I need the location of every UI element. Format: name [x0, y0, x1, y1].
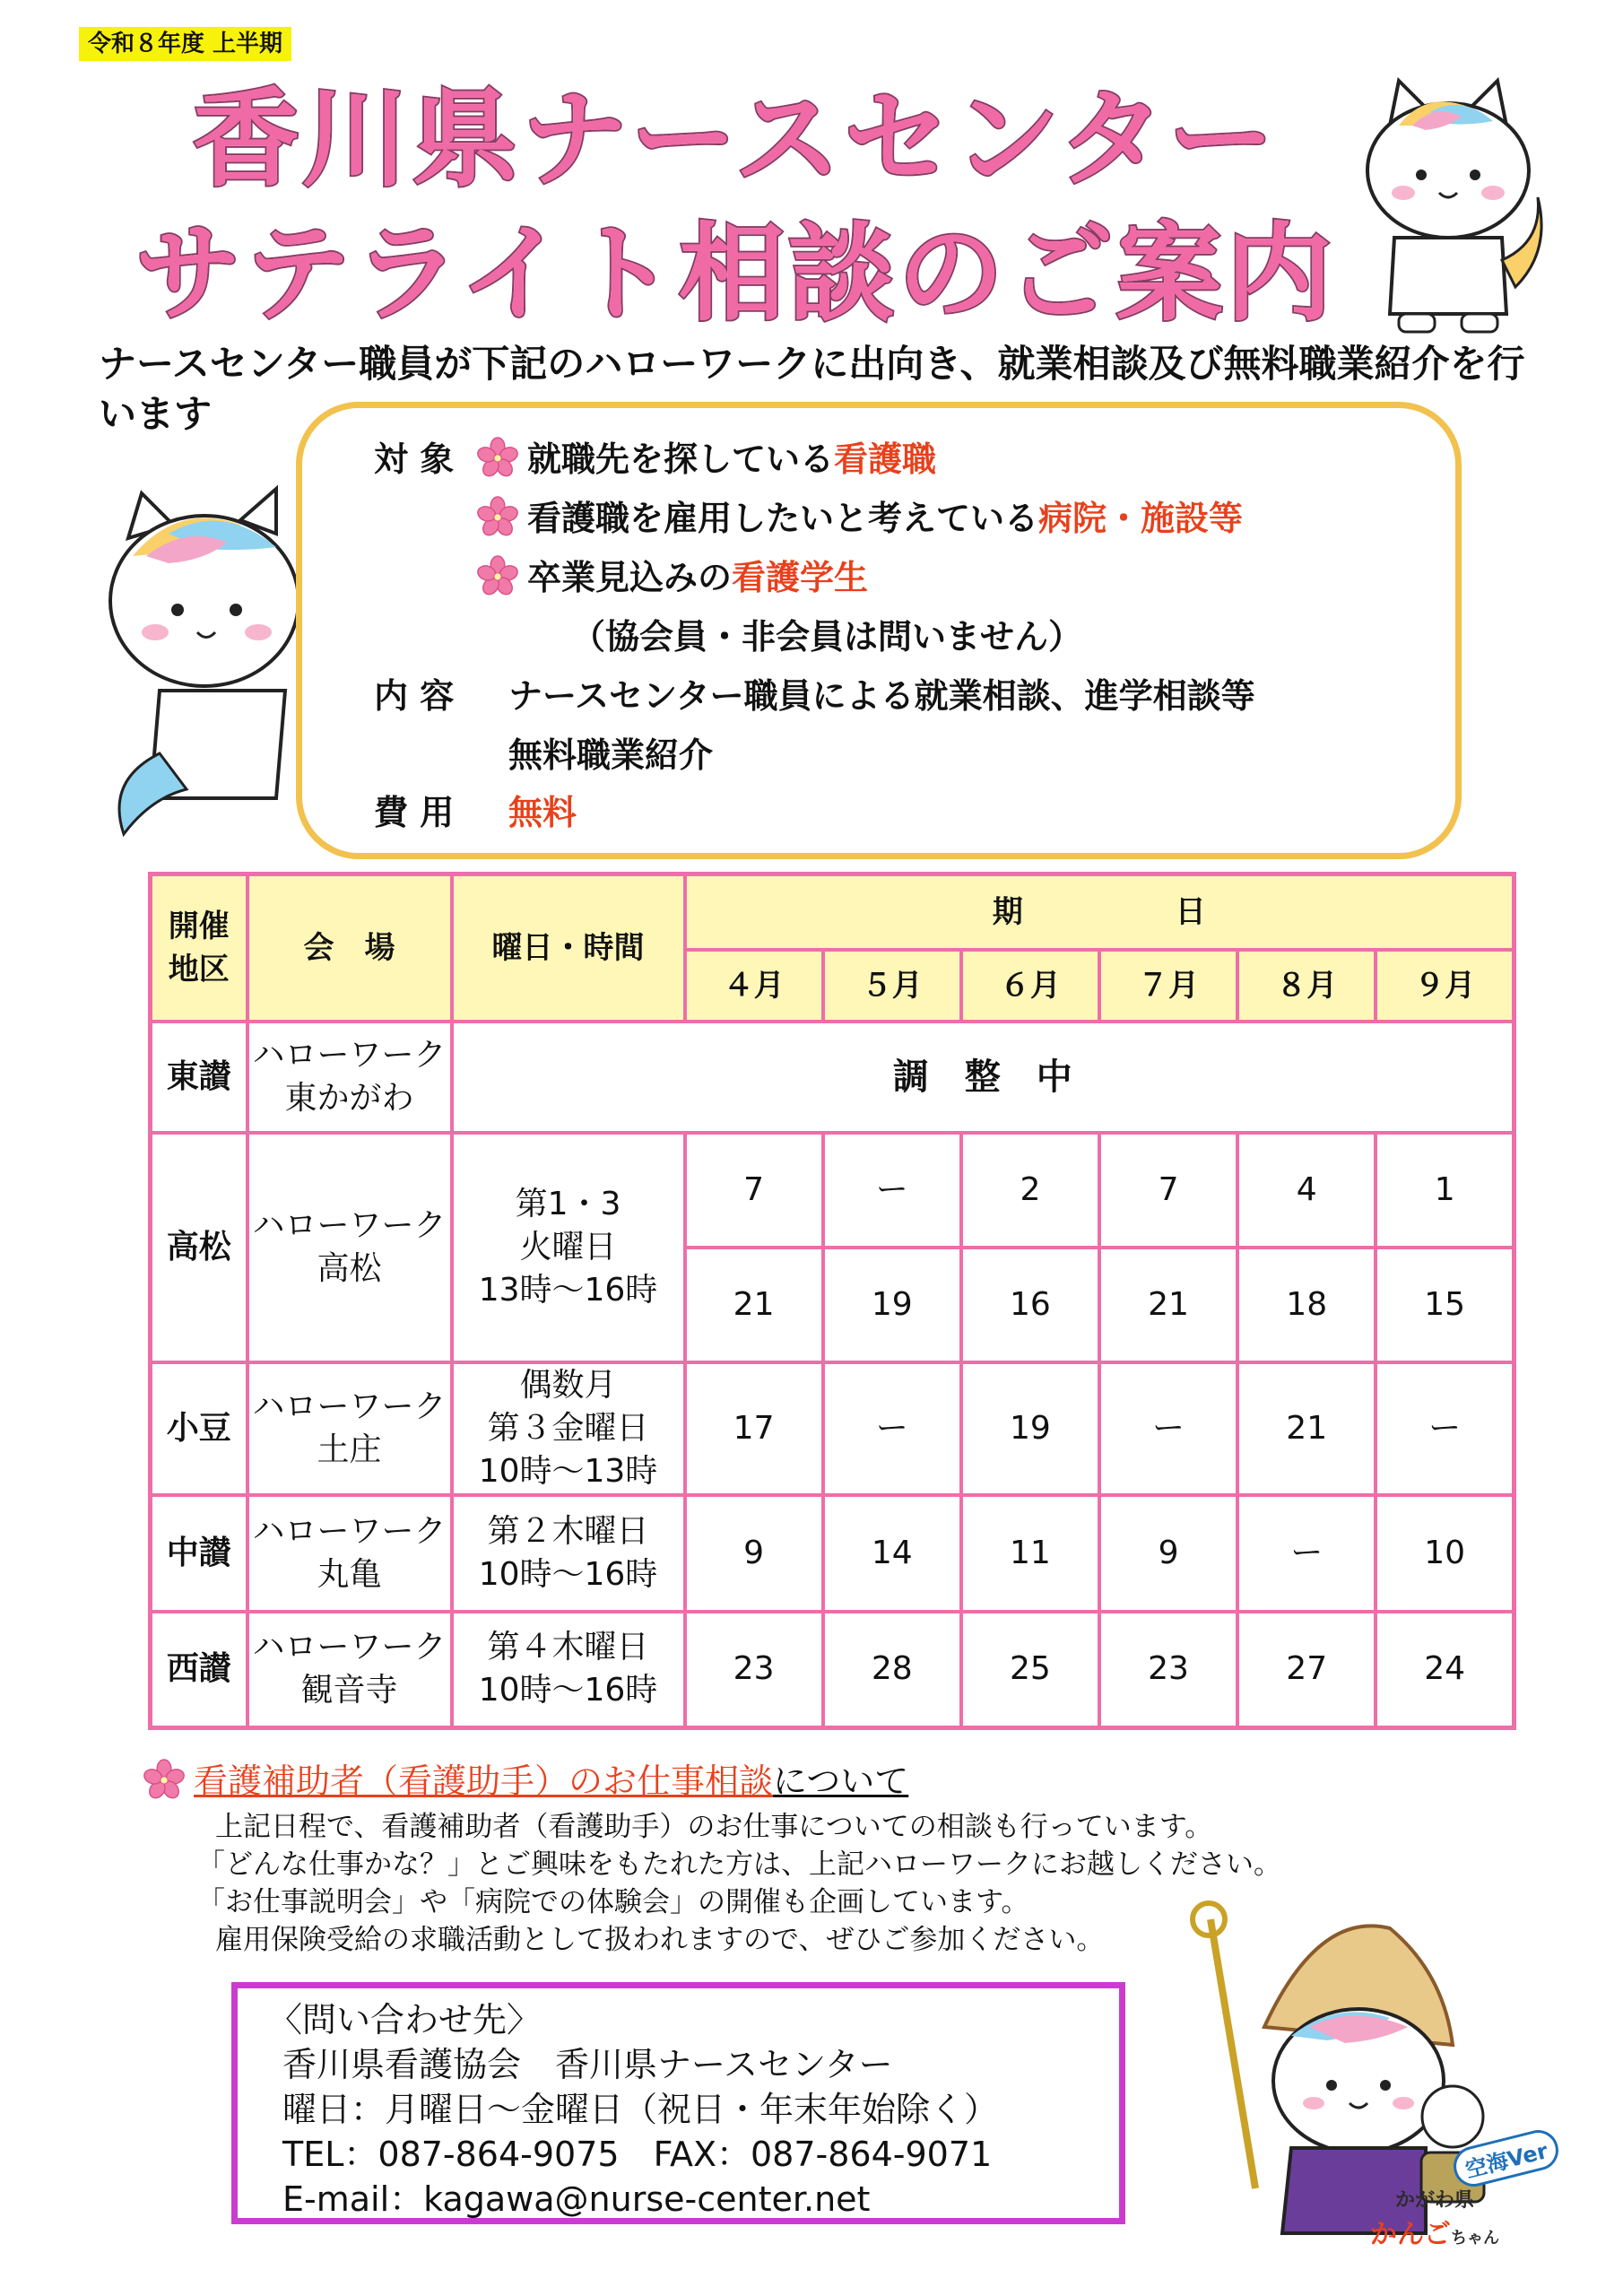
mascot-pref: かがわ県 [1395, 2189, 1475, 2212]
mascot-nurse-icon [1345, 72, 1551, 341]
venue-cell: ハローワーク 土庄 [247, 1362, 452, 1495]
venue-cell: ハローワーク 観音寺 [247, 1612, 452, 1728]
date-cell: 21 [1237, 1362, 1376, 1495]
period-badge: 令和８年度 上半期 [79, 27, 291, 61]
date-cell: 4 [1237, 1133, 1376, 1248]
content-label: 内 容 [374, 676, 455, 716]
assistant-line-1: 上記日程で、看護補助者（看護助手）のお仕事についての相談も行っています。 [215, 1811, 1213, 1843]
assistant-line-2: 「どんな仕事かな？」とご興味をもたれた方は、上記ハローワークにお越しください。 [197, 1848, 1281, 1881]
date-cell: 24 [1376, 1612, 1514, 1728]
date-cell: 23 [1099, 1612, 1237, 1728]
date-cell: 19 [823, 1248, 961, 1362]
date-cell: ー [1099, 1362, 1237, 1495]
contact-hours: 曜日：月曜日～金曜日（祝日・年末年始除く） [282, 2090, 999, 2129]
date-cell: 9 [1099, 1495, 1237, 1612]
content-line-2: 無料職業紹介 [508, 735, 714, 775]
date-cell: 7 [685, 1133, 823, 1248]
content-line-1: ナースセンター職員による就業相談、進学相談等 [508, 676, 1255, 716]
sakura-icon [143, 1759, 185, 1800]
date-cell: 7 [1099, 1133, 1237, 1248]
date-cell: 11 [961, 1495, 1099, 1612]
subtitle: ナースセンター職員が下記のハローワークに出向き、就業相談及び無料職業紹介を行います [99, 342, 1525, 436]
area-cell: 高松 [151, 1133, 247, 1362]
date-cell: 2 [961, 1133, 1099, 1248]
date-cell: 16 [961, 1248, 1099, 1362]
info-box [296, 402, 1462, 859]
date-cell: 21 [685, 1248, 823, 1362]
date-cell: 14 [823, 1495, 961, 1612]
date-cell: 28 [823, 1612, 961, 1728]
sakura-icon [477, 437, 518, 478]
contact-phone: TEL：087-864-9075 FAX：087-864-9071 [282, 2135, 993, 2174]
date-cell: 21 [1099, 1248, 1237, 1362]
area-cell: 東讃 [151, 1022, 247, 1133]
date-cell: 17 [685, 1362, 823, 1495]
status-cell: 調 整 中 [452, 1022, 1515, 1133]
sakura-icon [477, 555, 518, 596]
page-title-line2: サテライト相談のご案内 [135, 212, 1336, 335]
contact-heading: 〈問い合わせ先〉 [268, 2000, 542, 2039]
month-header: ５月 [823, 950, 961, 1022]
month-header: ４月 [685, 950, 823, 1022]
date-cell: 15 [1376, 1248, 1514, 1362]
date-cell: 9 [685, 1495, 823, 1612]
date-cell: 19 [961, 1362, 1099, 1495]
date-cell: 1 [1376, 1133, 1514, 1248]
page-title-line1: 香川県ナースセンター [193, 77, 1278, 201]
header-date: 期 日 [685, 874, 1515, 950]
venue-cell: ハローワーク 高松 [247, 1133, 452, 1362]
header-area: 開催 地区 [151, 874, 247, 1022]
assistant-heading: 看護補助者（看護助手）のお仕事相談について [143, 1758, 908, 1805]
date-cell: 27 [1237, 1612, 1376, 1728]
table-row [151, 1022, 1515, 1133]
date-cell: 23 [685, 1612, 823, 1728]
date-cell: ー [823, 1362, 961, 1495]
area-cell: 小豆 [151, 1362, 247, 1495]
contact-email: E-mail：kagawa@nurse-center.net [282, 2179, 871, 2219]
contact-box [231, 1982, 1125, 2224]
venue-cell: ハローワーク 東かがわ [247, 1022, 452, 1133]
schedule-table [148, 872, 1516, 1730]
header-time: 曜日・時間 [452, 874, 685, 1022]
date-cell: ー [823, 1133, 961, 1248]
sakura-icon [477, 496, 518, 537]
area-cell: 西讃 [151, 1612, 247, 1728]
target-item-2: 看護職を雇用したいと考えている病院・施設等 [477, 494, 1243, 543]
date-cell: ー [1237, 1495, 1376, 1612]
table-row [151, 1495, 1515, 1612]
assistant-line-3: 「お仕事説明会」や「病院での体験会」の開催も企画しています。 [197, 1886, 1029, 1918]
mascot-name-logo: かんごちゃん [1370, 2219, 1499, 2250]
month-header: ９月 [1376, 950, 1514, 1022]
time-cell: 第1・3 火曜日 13時～16時 [452, 1133, 685, 1362]
target-item-3: 卒業見込みの看護学生 [477, 553, 868, 602]
mascot-peeking-icon [97, 484, 312, 843]
date-cell: 25 [961, 1612, 1099, 1728]
time-cell: 第４木曜日 10時～16時 [452, 1612, 685, 1728]
assistant-line-4: 雇用保険受給の求職活動として扱われますので、ぜひご参加ください。 [215, 1924, 1105, 1956]
target-item-1: 就職先を探している看護職 [477, 435, 936, 483]
target-label: 対 象 [374, 439, 455, 479]
date-cell: ー [1376, 1362, 1514, 1495]
header-venue: 会 場 [247, 874, 452, 1022]
fee-label: 費 用 [374, 793, 455, 832]
area-cell: 中讃 [151, 1495, 247, 1612]
venue-cell: ハローワーク 丸亀 [247, 1495, 452, 1612]
mascot-version-label: 空海Ver [1449, 2126, 1563, 2191]
time-cell: 偶数月 第３金曜日 10時～13時 [452, 1362, 685, 1495]
time-cell: 第２木曜日 10時～16時 [452, 1495, 685, 1612]
target-note: （協会員・非会員は問いません） [571, 617, 1083, 657]
month-header: ６月 [961, 950, 1099, 1022]
date-cell: 10 [1376, 1495, 1514, 1612]
date-cell: 18 [1237, 1248, 1376, 1362]
table-row [151, 1133, 1515, 1248]
table-row [151, 1612, 1515, 1728]
fee-value: 無料 [508, 793, 577, 832]
month-header: ８月 [1237, 950, 1376, 1022]
month-header: ７月 [1099, 950, 1237, 1022]
table-row [151, 1362, 1515, 1495]
contact-org: 香川県看護協会 香川県ナースセンター [282, 2045, 893, 2084]
